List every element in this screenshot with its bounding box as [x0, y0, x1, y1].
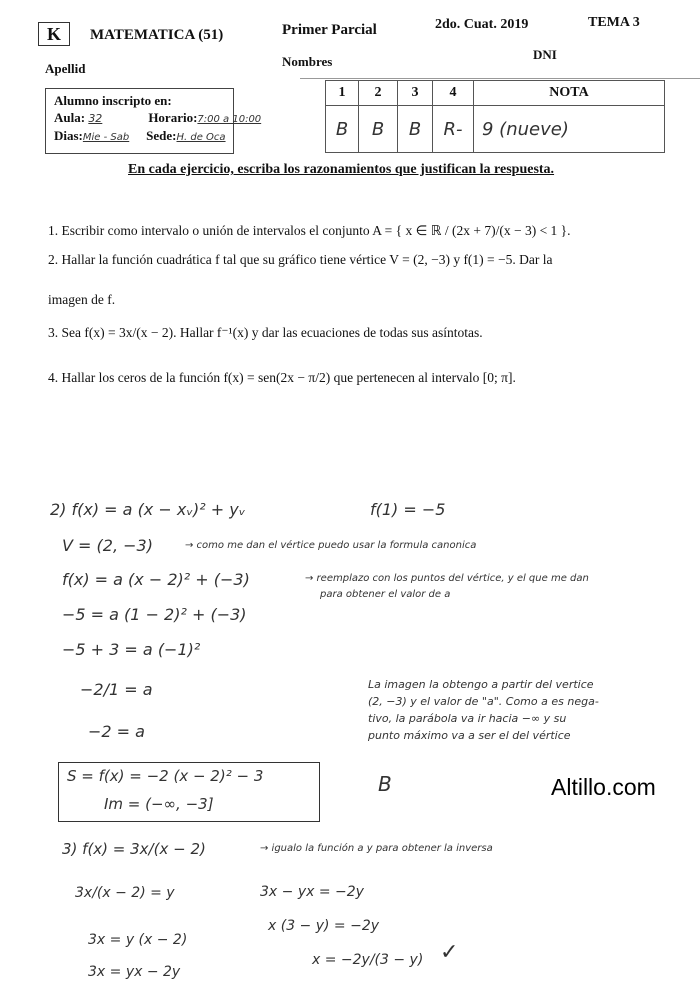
grade-header-nota: NOTA	[474, 81, 665, 106]
question-1: 1. Escribir como intervalo o unión de intervalos el conjunto A = { x ∈ ℝ / (2x + 7)/(x − 3) < 1 }.	[48, 223, 571, 238]
answer-f1: f(1) = −5	[370, 500, 446, 519]
answer3-line: x (3 − y) = −2y	[268, 918, 380, 934]
answer-line: −2/1 = a	[80, 680, 153, 699]
checkmark-icon: ✓	[440, 940, 459, 965]
result-box	[58, 762, 320, 822]
answer-line: −5 = a (1 − 2)² + (−3)	[62, 605, 247, 624]
dias-label: Dias:	[54, 128, 83, 143]
answer3-head: 3) f(x) = 3x/(x − 2)	[62, 840, 206, 858]
question-4: 4. Hallar los ceros de la función f(x) = sen(2x − π/2) que pertenecen al intervalo [0; π].	[48, 370, 516, 385]
note-line: La imagen la obtengo a partir del vertice	[368, 678, 594, 691]
result-image: Im = (−∞, −3]	[104, 795, 214, 813]
grade-header: 3	[398, 81, 433, 106]
answer3-line: 3x = y (x − 2)	[88, 932, 188, 948]
answer-line: −5 + 3 = a (−1)²	[62, 640, 201, 659]
grade-value: R-	[433, 106, 474, 153]
enrollment-box	[45, 88, 262, 154]
grade-value: B	[326, 106, 359, 153]
horario-label: Horario:	[148, 110, 198, 125]
dni-label: DNI	[533, 47, 557, 62]
grade-header: 1	[326, 81, 359, 106]
answer3-line: x = −2y/(3 − y)	[312, 952, 424, 968]
note-line: (2, −3) y el valor de "a". Como a es nega-	[368, 695, 599, 708]
answer-note: → reemplazo con los puntos del vértice, y el que me dan	[305, 573, 589, 584]
grade-header: 2	[359, 81, 398, 106]
sede-label: Sede:	[146, 128, 177, 143]
term: 2do. Cuat. 2019	[435, 17, 529, 32]
divider	[300, 78, 700, 79]
note-line: tivo, la parábola va ir hacia −∞ y su	[368, 712, 567, 725]
exam-title: Primer Parcial	[282, 22, 377, 38]
answer-note: → como me dan el vértice puedo usar la formula canonica	[185, 540, 477, 551]
answer-line: 2) f(x) = a (x − xᵥ)² + yᵥ	[50, 500, 246, 519]
final-grade: 9 (nueve)	[474, 106, 665, 153]
answer-line: f(x) = a (x − 2)² + (−3)	[62, 570, 250, 589]
grade-value: B	[359, 106, 398, 153]
question-2: 2. Hallar la función cuadrática f tal que su gráfico tiene vértice V = (2, −3) y f(1) = −5. Dar la	[48, 252, 553, 267]
image-note	[368, 676, 599, 744]
grade-header: 4	[433, 81, 474, 106]
question-2-cont: imagen de f.	[48, 292, 116, 307]
tema: TEMA 3	[588, 15, 640, 30]
aula-value: 32	[88, 112, 103, 125]
nombres-label: Nombres	[282, 54, 333, 69]
result-function: S = f(x) = −2 (x − 2)² − 3	[67, 767, 264, 785]
aula-label: Aula:	[54, 110, 86, 125]
exam-code: K	[38, 22, 70, 46]
question-3: 3. Sea f(x) = 3x/(x − 2). Hallar f⁻¹(x) y dar las ecuaciones de todas sus asíntotas.	[48, 325, 483, 340]
grades-table	[325, 80, 665, 153]
horario-value: 7:00 a 10:00	[197, 114, 262, 125]
answer3-line: 3x − yx = −2y	[260, 884, 364, 900]
sede-value: H. de Oca	[176, 132, 226, 143]
grade-value: B	[398, 106, 433, 153]
instruction: En cada ejercicio, escriba los razonamientos que justifican la respuesta.	[128, 162, 555, 177]
enrollment-title: Alumno inscripto en:	[54, 93, 172, 108]
watermark-logo: Altillo.com	[551, 774, 656, 800]
answer-line: V = (2, −3)	[62, 536, 153, 555]
answer3-line: 3x/(x − 2) = y	[75, 885, 175, 901]
answer3-note: → igualo la función a y para obtener la inversa	[260, 843, 493, 854]
subject: MATEMATICA (51)	[90, 27, 224, 43]
grade-mark: B	[378, 772, 392, 796]
apellido-label: Apellid	[45, 61, 86, 76]
answer-line: −2 = a	[88, 722, 145, 741]
answer-note: para obtener el valor de a	[320, 589, 451, 600]
note-line: punto máximo va a ser el del vértice	[368, 729, 571, 742]
answer3-line: 3x = yx − 2y	[88, 964, 181, 980]
dias-value: Mie - Sab	[82, 132, 130, 143]
